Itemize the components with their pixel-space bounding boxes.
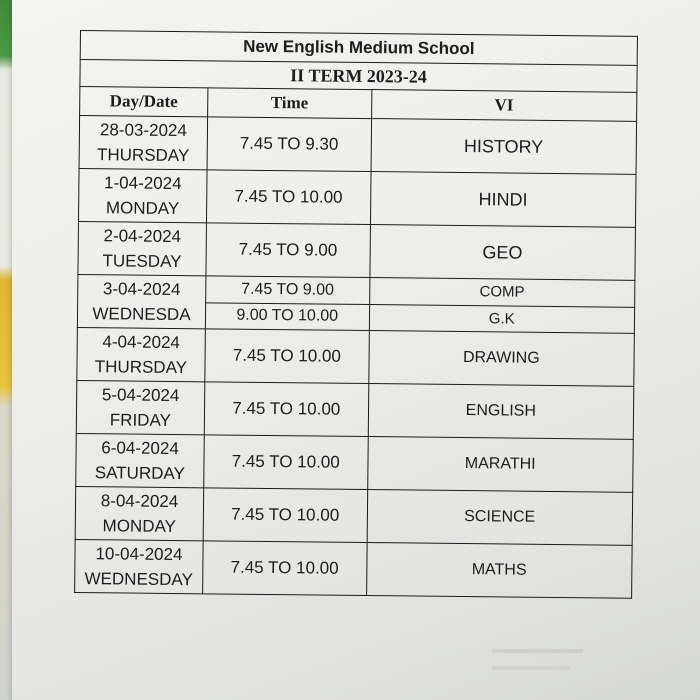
table-row [77,327,635,386]
exam-date: 1-04-2024 [104,173,182,194]
school-name: New English Medium School [80,31,637,66]
time-cell: 7.45 TO 9.30 [207,117,371,172]
exam-day: SATURDAY [94,463,185,484]
subject-cell: HINDI [370,172,636,228]
table-row [78,274,635,306]
time-cell: 7.45 TO 10.00 [204,435,368,490]
time-cell: 7.45 TO 9.00 [206,276,370,304]
exam-day: WEDNESDAY [84,569,193,590]
subject-cell: ENGLISH [368,384,634,440]
exam-date: 5-04-2024 [101,385,180,406]
exam-day: THURSDAY [96,145,190,166]
subject-cell: COMP [369,278,635,307]
header-day-date: Day/Date [80,87,208,117]
day-date-cell [75,486,203,540]
exam-day: TUESDAY [102,251,182,272]
exam-day: WEDNESDA [92,304,191,325]
show-through-text: ▬▬▬▬▬▬▬ ▬▬▬▬▬▬ [492,641,583,673]
subject-cell: DRAWING [368,331,634,387]
exam-date: 2-04-2024 [103,226,182,247]
exam-day: MONDAY [102,516,177,537]
day-date-cell [76,433,204,487]
time-cell: 7.45 TO 10.00 [205,329,369,384]
time-cell: 7.45 TO 9.00 [206,223,370,278]
subject-cell: G.K [369,304,635,333]
table-row [76,380,634,439]
day-date-cell [76,380,204,434]
time-cell: 7.45 TO 10.00 [203,488,367,543]
exam-date: 6-04-2024 [101,438,179,459]
day-date-cell [77,327,205,381]
table-row [78,221,636,280]
day-date-cell [78,168,206,222]
table-row [76,433,634,492]
exam-date: 8-04-2024 [100,491,179,512]
table-row [75,539,633,598]
exam-day: FRIDAY [109,410,172,430]
day-date-cell [79,116,207,170]
subject-cell: GEO [369,225,635,281]
exam-date: 3-04-2024 [102,279,181,300]
time-cell: 7.45 TO 10.00 [204,382,368,437]
term-title: II TERM 2023-24 [80,60,637,93]
timetable-sheet [74,30,642,599]
timetable [74,30,638,599]
exam-date: 10-04-2024 [95,544,183,565]
exam-day: THURSDAY [94,357,188,378]
subject-cell: SCIENCE [367,490,633,546]
exam-date: 28-03-2024 [99,120,188,141]
table-row [75,486,633,545]
subject-cell: HISTORY [371,119,637,175]
day-date-cell [77,274,205,328]
table-row [79,116,637,175]
exam-day: MONDAY [105,198,180,219]
time-cell: 7.45 TO 10.00 [206,170,370,225]
header-class: VI [371,90,637,122]
exam-date: 4-04-2024 [102,332,181,353]
subject-cell: MARATHI [367,437,633,493]
time-cell: 7.45 TO 10.00 [203,541,367,596]
header-time: Time [208,88,372,119]
time-cell: 9.00 TO 10.00 [205,302,369,330]
day-date-cell [75,539,203,593]
table-row [78,168,636,227]
day-date-cell [78,221,206,275]
subject-cell: MATHS [366,543,632,599]
